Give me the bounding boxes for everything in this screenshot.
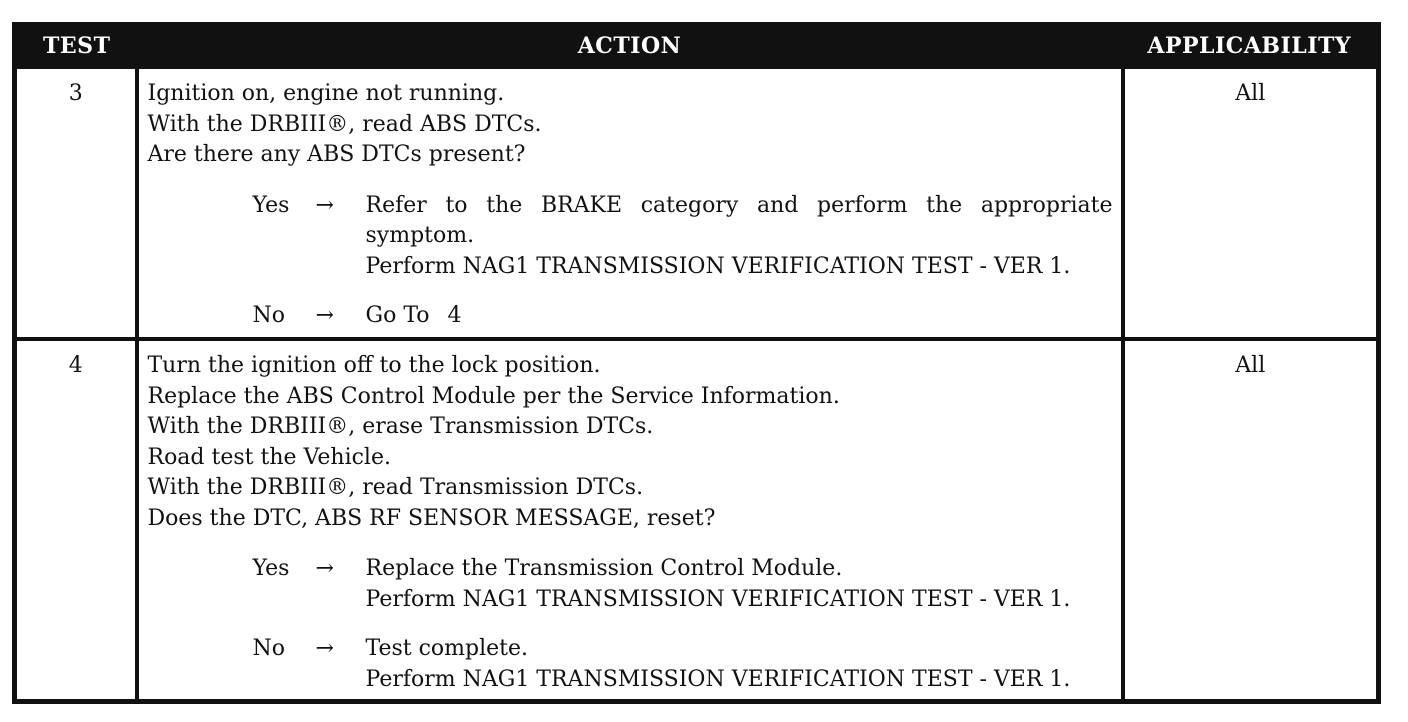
right-arrow-icon: →: [315, 556, 334, 582]
yes-branch: [148, 191, 1113, 283]
yes-line: Perform NAG1 TRANSMISSION VERIFICATION TEST - VER 1.: [365, 586, 1071, 612]
action-step: Road test the Vehicle.: [147, 444, 391, 470]
yes-label: Yes: [252, 556, 290, 582]
action-step: With the DRBIII®, erase Transmission DTCs.: [147, 414, 654, 440]
header-row: [15, 25, 1379, 68]
yes-line: Perform NAG1 TRANSMISSION VERIFICATION TEST - VER 1.: [365, 253, 1071, 279]
goto-line: [366, 301, 1113, 332]
action-step: Turn the ignition off to the lock position.: [147, 353, 601, 379]
no-line: Perform NAG1 TRANSMISSION VERIFICATION TEST - VER 1.: [365, 666, 1071, 692]
header-test: TEST: [15, 25, 137, 68]
action-step: Does the DTC, ABS RF SENSOR MESSAGE, reset?: [147, 505, 716, 531]
goto-text: Go To: [365, 303, 430, 328]
action-cell: [137, 67, 1123, 339]
no-label: No: [252, 303, 285, 328]
no-line: Test complete.: [365, 636, 529, 662]
yes-instructions: [366, 191, 1113, 283]
header-action: ACTION: [137, 25, 1123, 68]
table-row: [15, 67, 1379, 339]
action-cell: [137, 339, 1123, 701]
action-step: Ignition on, engine not running.: [147, 81, 505, 106]
yes-line: Replace the Transmission Control Module.: [365, 556, 843, 582]
header-applicability: APPLICABILITY: [1123, 25, 1379, 68]
no-instructions: [366, 634, 1113, 695]
no-label: No: [252, 636, 285, 662]
test-number: 4: [15, 339, 137, 701]
action-step: Are there any ABS DTCs present?: [147, 142, 526, 167]
right-arrow-icon: →: [315, 303, 334, 328]
test-table: [12, 22, 1381, 704]
no-branch: [148, 634, 1113, 695]
goto-target-link[interactable]: 4: [447, 303, 462, 328]
right-arrow-icon: →: [315, 636, 334, 662]
action-step: With the DRBIII®, read ABS DTCs.: [147, 111, 542, 137]
applicability-value: All: [1123, 339, 1379, 701]
yes-instructions: [366, 554, 1113, 615]
yes-label: Yes: [252, 192, 290, 218]
applicability-value: All: [1123, 67, 1379, 339]
yes-branch: [148, 554, 1113, 615]
action-step: Replace the ABS Control Module per the Service Information.: [147, 383, 840, 409]
yes-line: Refer to the BRAKE category and perform the appropriate: [365, 192, 1113, 218]
no-instructions: [366, 301, 1113, 332]
table-row: [15, 339, 1379, 701]
action-step: With the DRBIII®, read Transmission DTCs.: [147, 475, 644, 501]
test-number: 3: [15, 67, 137, 339]
yes-line: symptom.: [365, 223, 475, 248]
no-branch: [148, 301, 1113, 332]
right-arrow-icon: →: [315, 192, 334, 218]
